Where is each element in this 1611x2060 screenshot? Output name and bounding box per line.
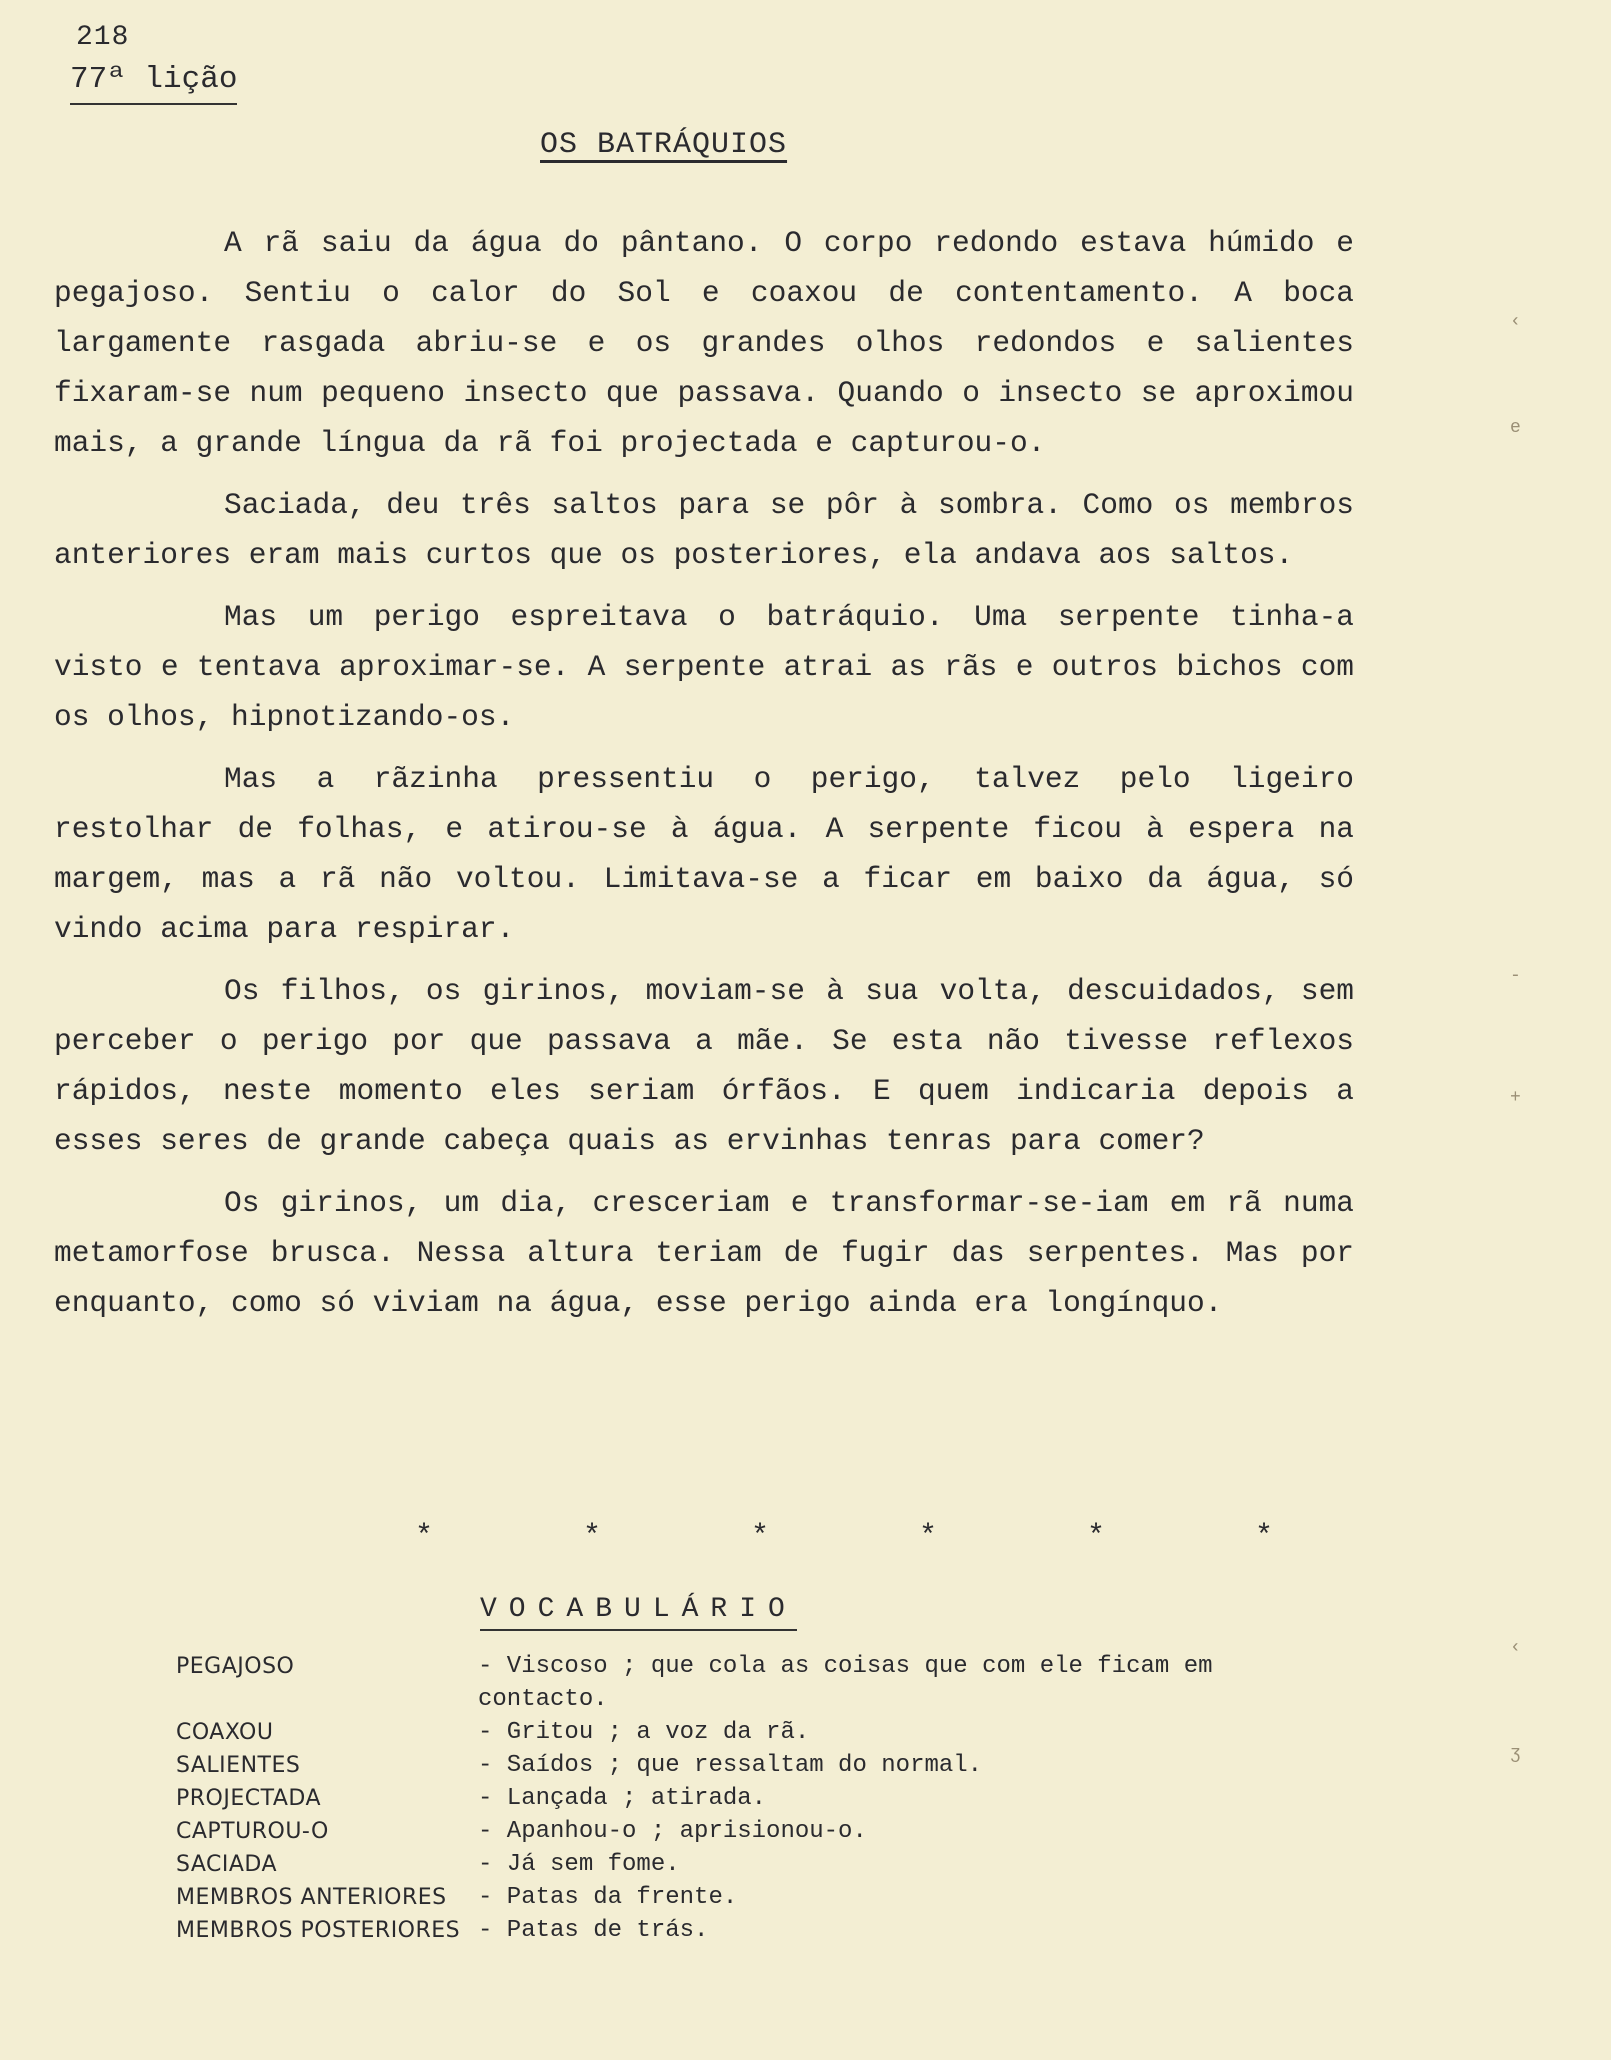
page-number: 218 [76, 22, 130, 53]
paragraph-1: A rã saiu da água do pântano. O corpo redondo estava húmido e pegajoso. Sentiu o calor do Sol e coaxou de contentamento. A boca largamente rasgada abriu-se e os grandes olhos redondos e salientes fixaram-se num pequeno insecto que passava. Quando o insecto se aproximou mais, a grande língua da rã foi projectada e capturou-o. [54, 226, 1354, 460]
vocabulary-item [176, 1716, 1326, 1749]
margin-mark: e [1510, 418, 1521, 438]
margin-mark: ʒ [1510, 1744, 1521, 1764]
vocabulary-term: COAXOU [176, 1720, 274, 1745]
vocabulary-term: SACIADA [176, 1852, 278, 1877]
margin-mark: - [1510, 966, 1521, 986]
vocabulary-definition: - Já sem fome. [478, 1851, 680, 1878]
body-text [54, 218, 1354, 1340]
vocabulary-item [176, 1650, 1326, 1716]
vocabulary-title: VOCABULÁRIO [480, 1594, 797, 1631]
vocabulary-term: MEMBROS ANTERIORES [176, 1885, 447, 1910]
margin-mark: ‹ [1510, 1638, 1521, 1658]
vocabulary-definition: - Patas de trás. [478, 1917, 709, 1944]
vocabulary-term: CAPTUROU-O [176, 1819, 329, 1844]
vocabulary-term: SALIENTES [176, 1753, 301, 1778]
vocabulary-definition: - Lançada ; atirada. [478, 1785, 767, 1812]
vocabulary-item [176, 1914, 1326, 1947]
vocabulary-item [176, 1749, 1326, 1782]
vocabulary-term: MEMBROS POSTERIORES [176, 1918, 461, 1943]
vocabulary-definition: - Apanhou-o ; aprisionou-o. [478, 1818, 867, 1845]
paragraph-2: Saciada, deu três saltos para se pôr à sombra. Como os membros anteriores eram mais curtos que os posteriores, ela andava aos saltos. [54, 488, 1354, 572]
margin-mark: + [1510, 1088, 1521, 1108]
margin-mark: ‹ [1510, 312, 1521, 332]
paragraph-4: Mas a rãzinha pressentiu o perigo, talvez pelo ligeiro restolhar de folhas, e atirou-se à água. A serpente ficou à espera na margem, mas a rã não voltou. Limitava-se a ficar em baixo da água, só vindo acima para respirar. [54, 762, 1354, 946]
section-separator: * * * * * * [415, 1520, 1340, 1554]
paragraph-6: Os girinos, um dia, cresceriam e transformar-se-iam em rã numa metamorfose brusca. Nessa altura teriam de fugir das serpentes. Mas por enquanto, como só viviam na água, esse perigo ainda era longínquo. [54, 1186, 1354, 1320]
vocabulary-term: PROJECTADA [176, 1786, 322, 1811]
lesson-heading: 77ª lição [70, 62, 237, 105]
vocabulary-item [176, 1782, 1326, 1815]
vocabulary-item [176, 1815, 1326, 1848]
vocabulary-definition: - Gritou ; a voz da rã. [478, 1719, 810, 1746]
vocabulary-definition: - Saídos ; que ressaltam do normal. [478, 1752, 983, 1779]
paragraph-5: Os filhos, os girinos, moviam-se à sua volta, descuidados, sem perceber o perigo por que passava a mãe. Se esta não tivesse reflexos rápidos, neste momento eles seriam órfãos. E quem indicaria depois a esses seres de grande cabeça quais as ervinhas tenras para comer? [54, 974, 1354, 1158]
vocabulary-term: PEGAJOSO [176, 1654, 295, 1679]
vocabulary-item [176, 1881, 1326, 1914]
vocabulary-list [176, 1650, 1326, 1947]
vocabulary-definition: - Viscoso ; que cola as coisas que com ele ficam em contacto. [478, 1653, 1213, 1713]
vocabulary-definition: - Patas da frente. [478, 1884, 738, 1911]
page-title: OS BATRÁQUIOS [540, 128, 788, 162]
vocabulary-item [176, 1848, 1326, 1881]
paragraph-3: Mas um perigo espreitava o batráquio. Uma serpente tinha-a visto e tentava aproximar-se. A serpente atrai as rãs e outros bichos com os olhos, hipnotizando-os. [54, 600, 1354, 734]
